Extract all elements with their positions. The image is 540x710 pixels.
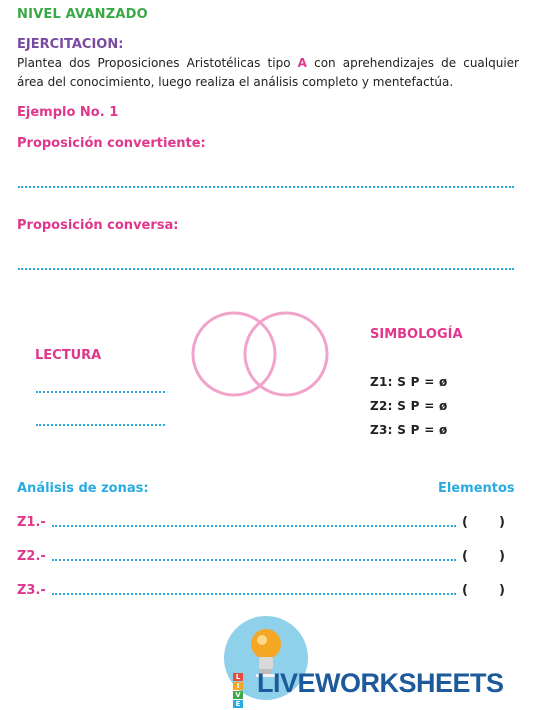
venn-circle-p — [245, 313, 327, 395]
venn-diagram — [188, 308, 333, 400]
simbologia-label: SIMBOLOGÍA — [370, 327, 463, 342]
zone-label: Z3.- — [17, 583, 46, 598]
live-letter: I — [233, 682, 243, 690]
elements-label: Elementos — [438, 481, 515, 496]
zone-close-paren: ) — [499, 549, 505, 564]
live-letter: L — [233, 673, 243, 681]
example-title: Ejemplo No. 1 — [17, 105, 119, 120]
level-title: NIVEL AVANZADO — [17, 7, 148, 22]
section-title: EJERCITACION: — [17, 37, 124, 52]
zone-element-input[interactable] — [472, 515, 496, 531]
zone-element-input[interactable] — [472, 583, 496, 599]
live-badge — [233, 673, 243, 708]
zone-open-paren: ( — [462, 515, 468, 530]
simbologia-row: Z1: S P = ø — [370, 375, 448, 389]
live-letter: V — [233, 691, 243, 699]
instruction-text — [17, 54, 519, 92]
zone-answer-line[interactable] — [52, 525, 456, 527]
venn-circle-s — [193, 313, 275, 395]
instruction-part-1: Plantea dos Proposiciones Aristotélicas tipo — [17, 56, 298, 70]
liveworksheets-logo-text: LIVEWORKSHEETS — [257, 668, 504, 698]
convertiente-answer-line[interactable] — [18, 186, 514, 188]
convertiente-label: Proposición convertiente: — [17, 136, 206, 151]
lectura-answer-line-2[interactable] — [36, 424, 165, 426]
zone-open-paren: ( — [462, 549, 468, 564]
conversa-label: Proposición conversa: — [17, 218, 179, 233]
simbologia-row: Z3: S P = ø — [370, 423, 448, 437]
conversa-answer-line[interactable] — [18, 268, 514, 270]
instruction-highlight: A — [297, 56, 307, 70]
zone-open-paren: ( — [462, 583, 468, 598]
live-letter: E — [233, 700, 243, 708]
simbologia-row: Z2: S P = ø — [370, 399, 448, 413]
instruction-part-2: con aprehendizajes de cualquier área del conocimiento, luego realiza el análisis completo y mentefactúa. — [17, 56, 519, 89]
zone-answer-line[interactable] — [52, 593, 456, 595]
analysis-title: Análisis de zonas: — [17, 481, 149, 496]
zone-close-paren: ) — [499, 583, 505, 598]
zone-element-input[interactable] — [472, 549, 496, 565]
zone-label: Z2.- — [17, 549, 46, 564]
lectura-answer-line-1[interactable] — [36, 391, 165, 393]
zone-label: Z1.- — [17, 515, 46, 530]
lectura-label: LECTURA — [35, 348, 102, 363]
zone-answer-line[interactable] — [52, 559, 456, 561]
zone-close-paren: ) — [499, 515, 505, 530]
